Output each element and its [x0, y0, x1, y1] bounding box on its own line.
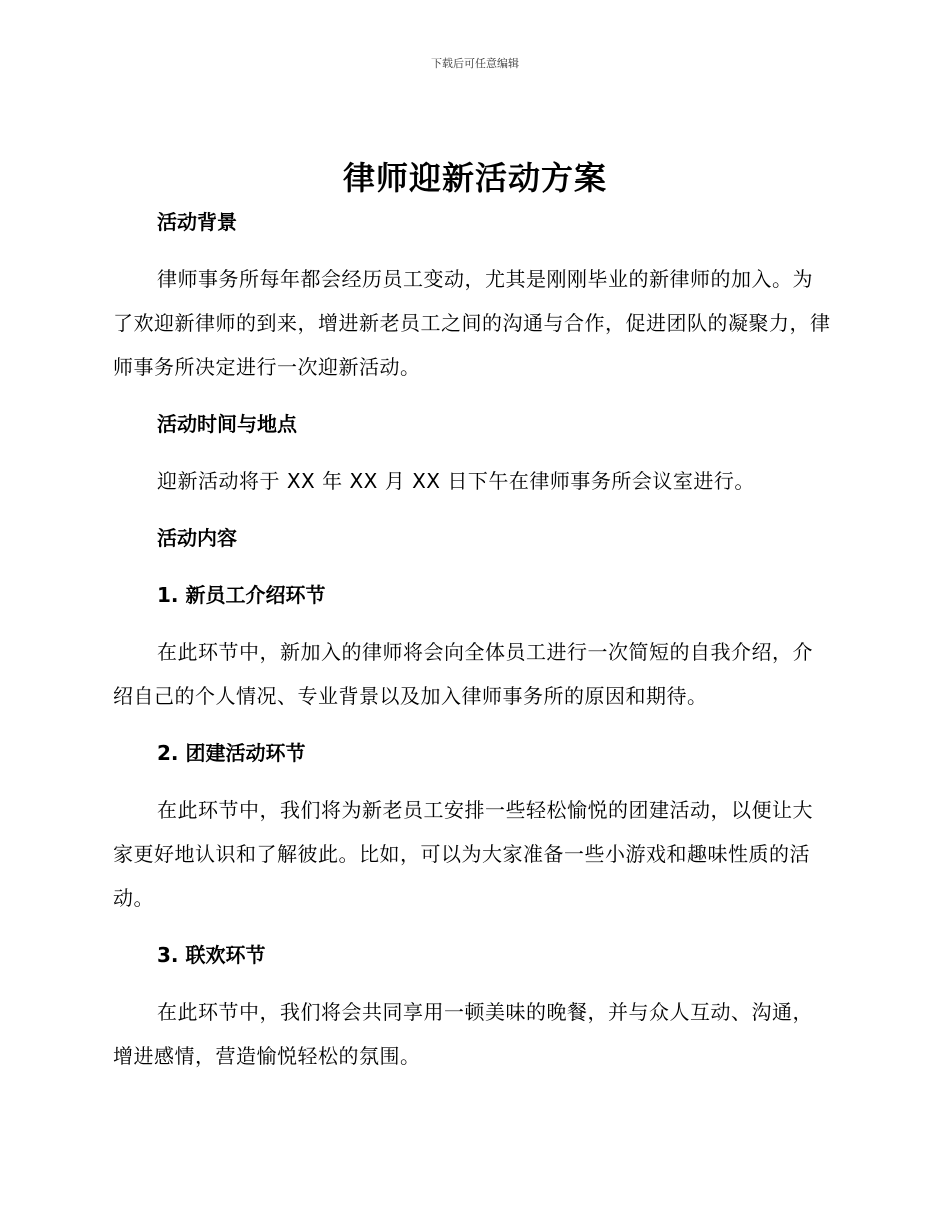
section-heading-background: 活动背景: [157, 210, 237, 234]
paragraph-teambuilding: 在此环节中，我们将为新老员工安排一些轻松愉悦的团建活动，以便让大家更好地认识和了解彼此。比如，可以为大家准备一些小游戏和趣味性质的活动。: [113, 798, 813, 910]
paragraph-intro: 在此环节中，新加入的律师将会向全体员工进行一次简短的自我介绍，介绍自己的个人情况、专业背景以及加入律师事务所的原因和期待。: [113, 640, 813, 708]
paragraph-background: 律师事务所每年都会经历员工变动，尤其是刚刚毕业的新律师的加入。为了欢迎新律师的到来，增进新老员工之间的沟通与合作，促进团队的凝聚力，律师事务所决定进行一次迎新活动。: [113, 267, 831, 379]
header-note: 下载后可任意编辑: [431, 57, 519, 70]
document-body: [113, 200, 833, 1078]
document-title: 律师迎新活动方案: [342, 159, 607, 197]
subsection-heading-party: 3. 联欢环节: [157, 943, 266, 967]
subsection-heading-intro: 1. 新员工介绍环节: [157, 583, 326, 607]
paragraph-party: 在此环节中，我们将会共同享用一顿美味的晚餐，并与众人互动、沟通，增进感情，营造愉悦轻松的氛围。: [113, 1000, 813, 1068]
section-heading-content: 活动内容: [157, 526, 237, 550]
subsection-heading-teambuilding: 2. 团建活动环节: [157, 741, 306, 765]
section-heading-time-place: 活动时间与地点: [157, 412, 297, 436]
paragraph-time-place: 迎新活动将于 XX 年 XX 月 XX 日下午在律师事务所会议室进行。: [157, 469, 755, 493]
